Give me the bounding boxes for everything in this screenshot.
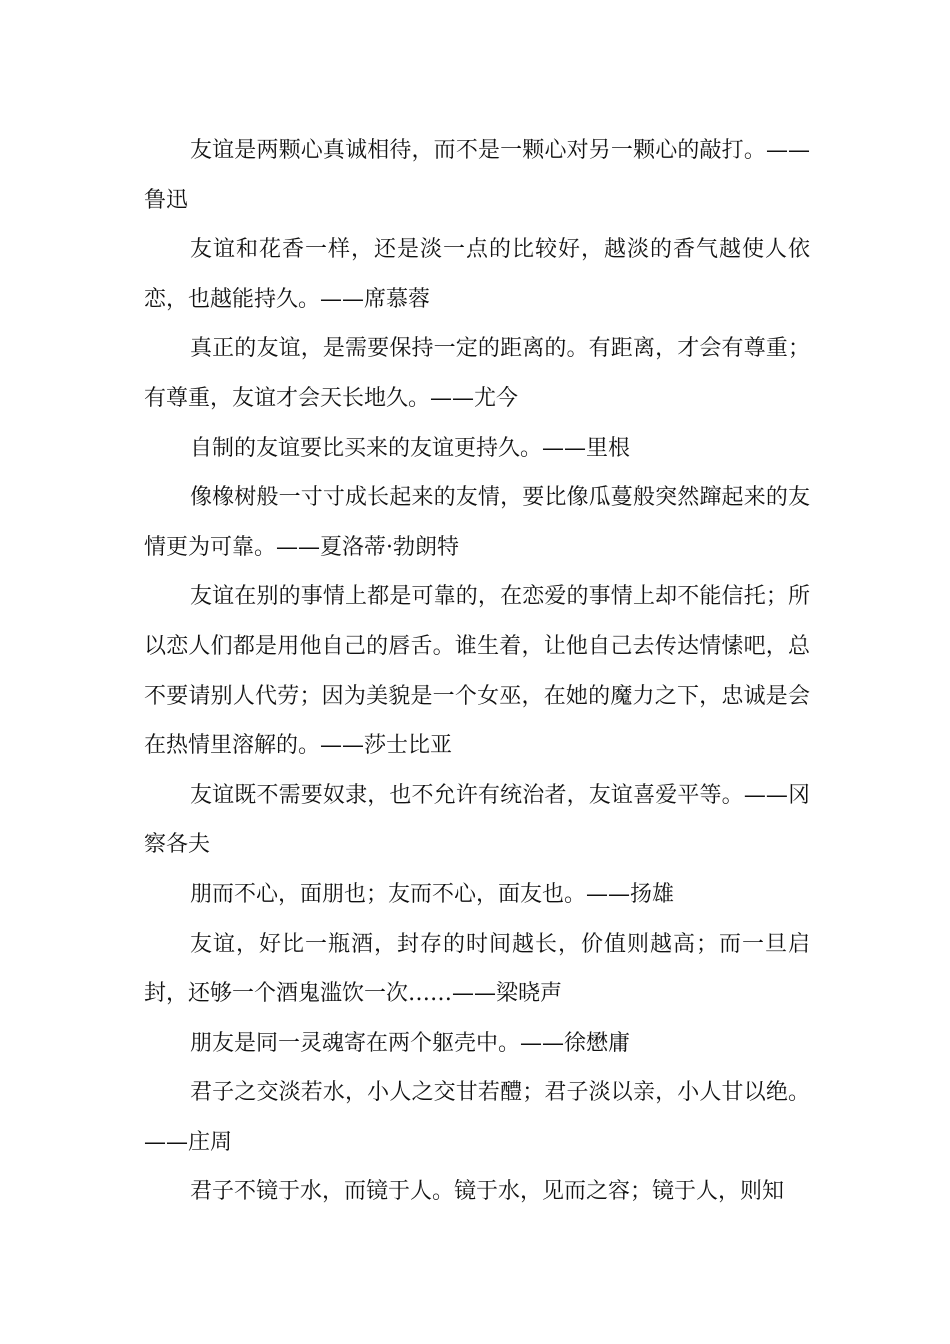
quote-paragraph: 像橡树般一寸寸成长起来的友情，要比像瓜蔓般突然蹿起来的友情更为可靠。——夏洛蒂·勃朗特 [144, 485, 810, 560]
quote-paragraph: 友谊，好比一瓶酒，封存的时间越长，价值则越高；而一旦启封，还够一个酒鬼滥饮一次……——梁晓声 [144, 931, 810, 1007]
quote-paragraph: 朋而不心，面朋也；友而不心，面友也。——扬雄 [190, 881, 675, 907]
quote-paragraph: 友谊和花香一样，还是淡一点的比较好，越淡的香气越使人依恋，也越能持久。——席慕蓉 [144, 237, 810, 312]
quote-paragraph: 友谊是两颗心真诚相待，而不是一颗心对另一颗心的敲打。——鲁迅 [144, 138, 810, 213]
quote-list [144, 126, 810, 1217]
quote-paragraph: 朋友是同一灵魂寄在两个躯壳中。——徐懋庸 [190, 1030, 631, 1056]
quote-paragraph: 友谊在别的事情上都是可靠的，在恋爱的事情上却不能信托；所以恋人们都是用他自己的唇舌。谁生着，让他自己去传达情愫吧，总不要请别人代劳；因为美貌是一个女巫，在她的魔力之下，忠诚是会在热情里溶解的。——莎士比亚 [144, 584, 810, 759]
quote-paragraph: 自制的友谊要比买来的友谊更持久。——里根 [190, 435, 631, 461]
quote-paragraph: 真正的友谊，是需要保持一定的距离的。有距离，才会有尊重；有尊重，友谊才会天长地久。——尤今 [144, 336, 810, 411]
quote-paragraph: 君子之交淡若水，小人之交甘若醴；君子淡以亲，小人甘以绝。——庄周 [144, 1080, 810, 1155]
quote-paragraph: 友谊既不需要奴隶，也不允许有统治者，友谊喜爱平等。——冈察各夫 [144, 782, 810, 858]
quote-paragraph: 君子不镜于水，而镜于人。镜于水，见而之容；镜于人，则知 [190, 1179, 785, 1205]
